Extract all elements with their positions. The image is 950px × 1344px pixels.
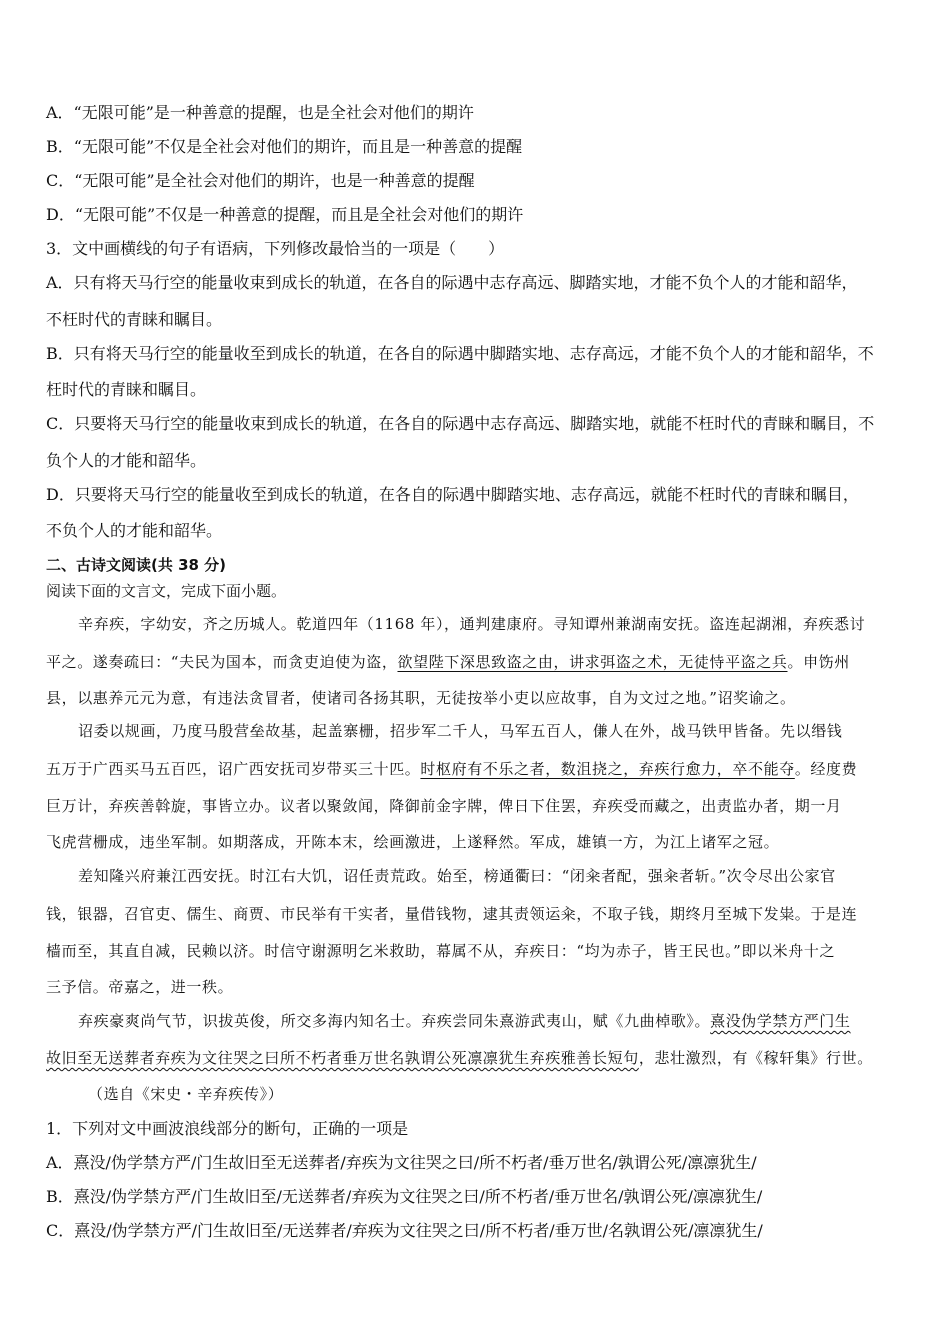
- q2-option-c: C．“无限可能”是全社会对他们的期许，也是一种善意的提醒: [46, 171, 475, 190]
- q1-option-c: C．熹没/伪学禁方严/门生故旧至/无送葬者/弃疾为文往哭之曰/所不朽者/垂万世/名孰谓公死/凛凛犹生/: [46, 1221, 763, 1240]
- passage-p4-line1: [78, 1011, 851, 1031]
- passage-p2-line1: 诏委以规画，乃度马殷营垒故基，起盖寨栅，招步军二千人，马军五百人，傔人在外，战马铁甲皆备。先以缗钱: [78, 722, 843, 740]
- passage-p1-line1: 辛弃疾，字幼安，齐之历城人。乾道四年（1168 年），通判建康府。寻知谭州兼湖南安抚。盗连起湖湘，弃疾悉讨: [78, 615, 866, 633]
- passage-text: 平之。遂奏疏曰：“夫民为国本，而贪吏迫使为盗，: [46, 653, 398, 671]
- q3-option-d: D．只要将天马行空的能量收至到成长的轨道，在各自的际遇中脚踏实地、志存高远，就能不枉时代的青睐和瞩目，: [46, 485, 859, 504]
- passage-p3-line2: 钱，银器，召官吏、儒生、商贾、市民举有干实者，量借钱物，逮其责领运籴，不取子钱，期终月至城下发粜。于是连: [46, 905, 858, 923]
- passage-text: ，悲壮激烈，有《稼轩集》行世。: [638, 1049, 873, 1067]
- q2-option-a: A．“无限可能”是一种善意的提醒，也是全社会对他们的期许: [46, 103, 474, 122]
- passage-p3-line4: 三予信。帝嘉之，进一秩。: [46, 978, 234, 996]
- q3-option-a-cont: 不枉时代的青睐和瞩目。: [46, 310, 223, 329]
- passage-text: 。申饬州: [787, 653, 850, 671]
- q3-option-d-cont: 不负个人的才能和韶华。: [46, 521, 223, 540]
- passage-p2-line2: [46, 759, 857, 779]
- underlined-sentence: 时枢府有不乐之者，数沮挠之，弃疾行愈力，卒不能夺: [420, 760, 795, 778]
- passage-p4-line2: [46, 1048, 873, 1068]
- passage-text: 五万于广西买马五百匹，诏广西安抚司岁带买三十匹。: [46, 760, 421, 778]
- wavy-underlined-text: 熹没伪学禁方严门生: [710, 1012, 851, 1030]
- q3-option-b: B．只有将天马行空的能量收至到成长的轨道，在各自的际遇中脚踏实地、志存高远，才能不负个人的才能和韶华，不: [46, 344, 874, 363]
- wavy-underlined-text: 故旧至无送葬者弃疾为文往哭之曰所不朽者垂万世名孰谓公死凛凛犹生弃疾雅善长短句: [46, 1049, 639, 1067]
- section-heading: 二、古诗文阅读(共 38 分): [46, 556, 227, 574]
- q1-stem: 1．下列对文中画波浪线部分的断句，正确的一项是: [46, 1119, 409, 1138]
- passage-p2-line3: 巨万计，弃疾善斡旋，事皆立办。议者以聚敛闻，降御前金字牌，俾日下住罢，弃疾受而藏之，出责监办者，期一月: [46, 797, 842, 815]
- passage-p3-line1: 差知隆兴府兼江西安抚。时江右大饥，诏任责荒政。始至，榜通衢曰：“闭籴者配，强籴者斩。”次令尽出公家官: [78, 867, 836, 885]
- q1-option-a: A．熹没/伪学禁方严/门生故旧至无送葬者/弃疾为文往哭之曰/所不朽者/垂万世名/孰谓公死/凛凛犹生/: [46, 1153, 757, 1172]
- q2-option-d: D．“无限可能”不仅是一种善意的提醒，而且是全社会对他们的期许: [46, 205, 524, 224]
- q2-option-b: B．“无限可能”不仅是全社会对他们的期许，而且是一种善意的提醒: [46, 137, 523, 156]
- passage-p1-line2: [46, 652, 850, 672]
- section-intro: 阅读下面的文言文，完成下面小题。: [46, 582, 287, 600]
- q3-option-c: C．只要将天马行空的能量收束到成长的轨道，在各自的际遇中志存高远、脚踏实地，就能不枉时代的青睐和瞩目，不: [46, 414, 875, 433]
- q1-option-b: B．熹没/伪学禁方严/门生故旧至/无送葬者/弃疾为文往哭之曰/所不朽者/垂万世名/孰谓公死/凛凛犹生/: [46, 1187, 763, 1206]
- passage-source: （选自《宋史・辛弃疾传》）: [88, 1085, 284, 1103]
- passage-text: 。经度费: [794, 760, 858, 778]
- passage-text: 弃疾豪爽尚气节，识拔英俊，所交多海内知名士。弃疾尝同朱熹游武夷山，赋《九曲棹歌》。: [78, 1012, 711, 1030]
- underlined-sentence: 欲望陛下深思致盗之由，讲求弭盗之术，无徒恃平盗之兵: [397, 653, 788, 671]
- q3-stem: 3．文中画横线的句子有语病，下列修改最恰当的一项是（ ）: [46, 239, 505, 258]
- q3-option-a: A．只有将天马行空的能量收束到成长的轨道，在各自的际遇中志存高远、脚踏实地，才能不负个人的才能和韶华，: [46, 273, 858, 292]
- q3-option-c-cont: 负个人的才能和韶华。: [46, 451, 207, 470]
- passage-p3-line3: 樯而至，其直自减，民赖以济。时信守谢源明乞米救助，幕属不从，弃疾日：“均为赤子，皆王民也。”即以米舟十之: [46, 942, 836, 960]
- q3-option-b-cont: 枉时代的青睐和瞩目。: [46, 380, 207, 399]
- passage-p2-line4: 飞虎营栅成，违坐军制。如期落成，开陈本末，绘画激进，上遂释然。军成，雄镇一方，为江上诸军之冠。: [46, 833, 780, 851]
- passage-p1-line3: 县，以惠养元元为意，有违法贪冒者，使诸司各扬其职，无徒按举小吏以应故事，自为文过之地。”诏奖谕之。: [46, 689, 796, 707]
